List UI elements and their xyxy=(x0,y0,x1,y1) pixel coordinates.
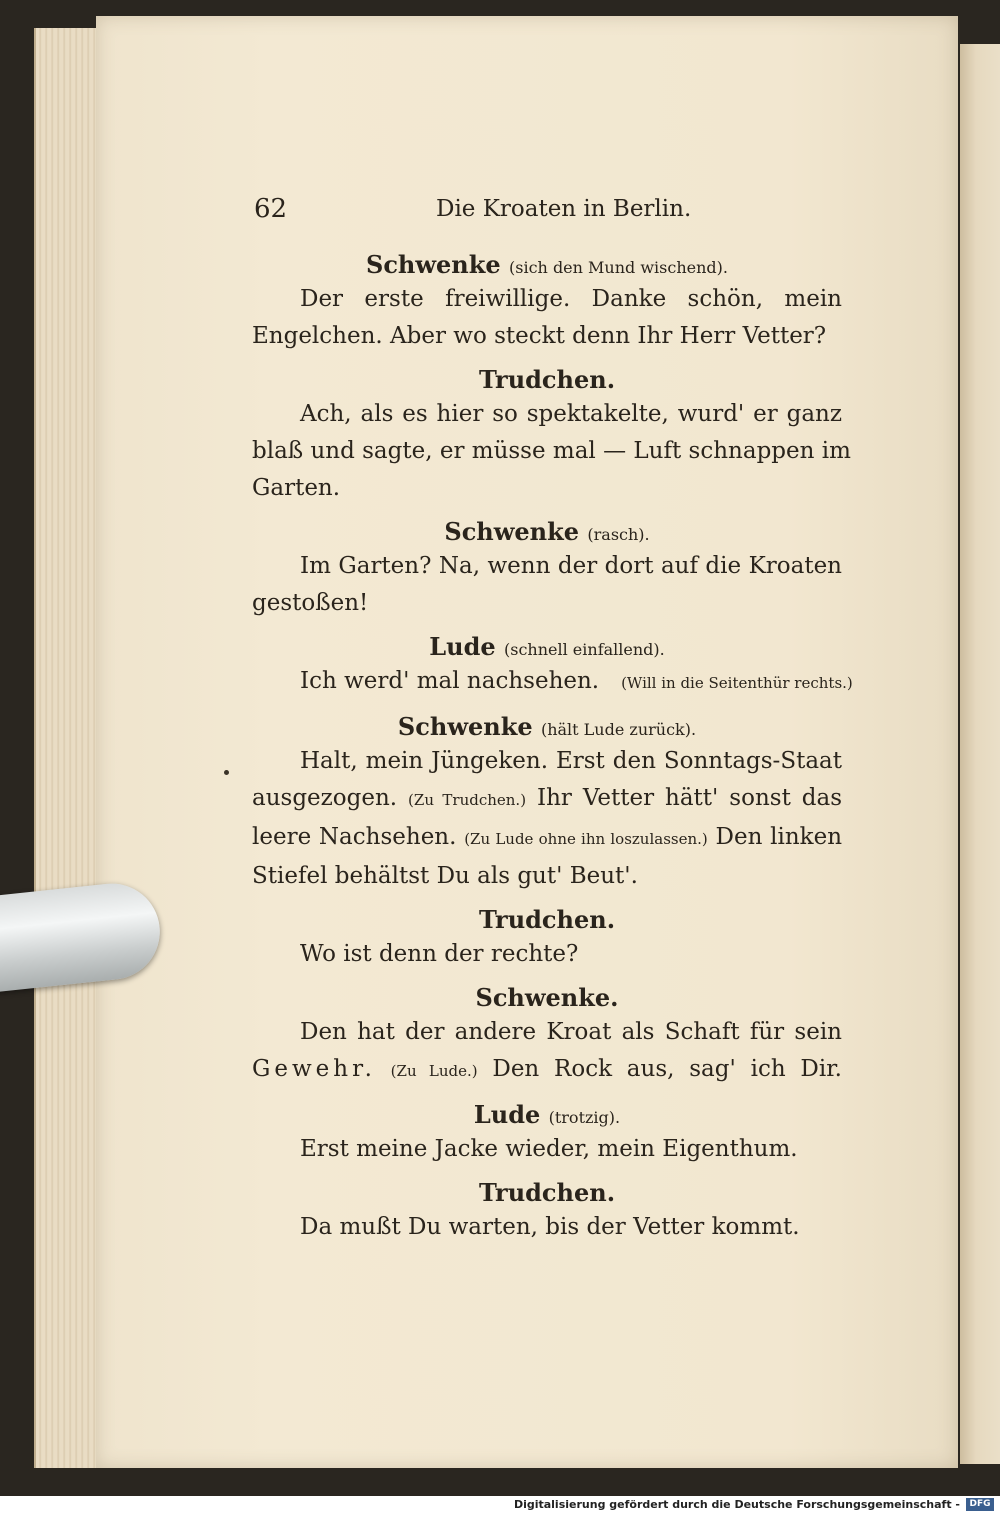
dialogue-line: Garten. xyxy=(252,475,341,501)
dialogue-line: blaß und sagte, er müsse mal — Luft schnappen im xyxy=(252,438,851,464)
stage-direction: (sich den Mund wischend). xyxy=(509,258,728,277)
dialogue-text: Den linken xyxy=(715,824,843,850)
stage-direction: (schnell einfallend). xyxy=(503,640,665,659)
margin-mark xyxy=(224,770,229,775)
dialogue-line: Engelchen. Aber wo steckt denn Ihr Herr Vetter? xyxy=(252,323,827,349)
speaker-name: Schwenke xyxy=(444,517,580,546)
dialogue-line xyxy=(252,663,853,702)
speaker-name: Lude xyxy=(473,1100,541,1129)
speaker-name: Schwenke xyxy=(397,712,533,741)
dialogue-text: leere Nachsehen. xyxy=(252,824,457,850)
speaker-name: Schwenke. xyxy=(475,983,619,1012)
footer-credit: Digitalisierung gefördert durch die Deutsche Forschungsgemeinschaft - xyxy=(513,1498,960,1511)
dialogue-line xyxy=(252,1051,842,1090)
dialogue-text: Ich werd' mal nachsehen. xyxy=(300,668,600,694)
dialogue-line: Halt, mein Jüngeken. Erst den Sonntags-Staat xyxy=(300,748,842,774)
dialogue-text: Gewehr. xyxy=(252,1056,376,1082)
inline-stage-direction: (Zu Lude ohne ihn loszulassen.) xyxy=(464,830,708,848)
inline-stage-direction: (Zu Trudchen.) xyxy=(408,791,527,809)
page-number: 62 xyxy=(254,194,288,224)
speaker-name: Trudchen. xyxy=(478,1178,616,1207)
dialogue-line: Im Garten? Na, wenn der dort auf die Kroaten xyxy=(300,553,842,579)
dialogue-text: ausgezogen. xyxy=(252,785,398,811)
speaker-name: Schwenke xyxy=(365,250,501,279)
dialogue-line: Wo ist denn der rechte? xyxy=(300,941,579,967)
speaker-heading xyxy=(252,712,842,741)
speaker-name: Trudchen. xyxy=(478,365,616,394)
speaker-heading xyxy=(252,1100,842,1129)
running-title: Die Kroaten in Berlin. xyxy=(436,196,692,222)
dialogue-text: Ihr Vetter hätt' sonst das xyxy=(537,785,842,811)
dialogue-line: Ach, als es hier so spektakelte, wurd' er ganz xyxy=(300,401,842,427)
page-content xyxy=(252,190,853,1246)
speaker-heading xyxy=(252,905,842,934)
speaker-heading xyxy=(252,632,842,661)
dialogue-line xyxy=(252,819,842,858)
dialogue-line: Erst meine Jacke wieder, mein Eigenthum. xyxy=(300,1136,798,1162)
speaker-heading xyxy=(252,365,842,394)
dfg-logo: DFG xyxy=(966,1498,994,1511)
dialogue-line xyxy=(252,780,842,819)
dialogue-line: Da mußt Du warten, bis der Vetter kommt. xyxy=(300,1214,800,1240)
speaker-heading xyxy=(252,1178,842,1207)
dialogue-line: Stiefel behältst Du als gut' Beut'. xyxy=(252,863,638,889)
facing-page-edge xyxy=(960,44,1000,1464)
speaker-name: Lude xyxy=(429,632,496,661)
speaker-heading xyxy=(252,517,842,546)
stage-direction: (hält Lude zurück). xyxy=(540,720,697,739)
speaker-heading xyxy=(252,983,842,1012)
dialogue-text: Den Rock aus, sag' ich Dir. xyxy=(492,1056,842,1082)
dialogue-line: gestoßen! xyxy=(252,590,369,616)
speaker-name: Trudchen. xyxy=(478,905,616,934)
inline-stage-direction: (Zu Lude.) xyxy=(390,1062,478,1080)
inline-stage-direction: (Will in die Seitenthür rechts.) xyxy=(621,674,853,692)
dialogue-line: Der erste freiwillige. Danke schön, mein xyxy=(300,286,842,312)
page-header xyxy=(252,190,842,240)
dialogue-line: Den hat der andere Kroat als Schaft für sein xyxy=(300,1019,842,1045)
stage-direction: (rasch). xyxy=(587,525,650,544)
speaker-heading xyxy=(252,250,842,279)
stage-direction: (trotzig). xyxy=(548,1108,621,1127)
